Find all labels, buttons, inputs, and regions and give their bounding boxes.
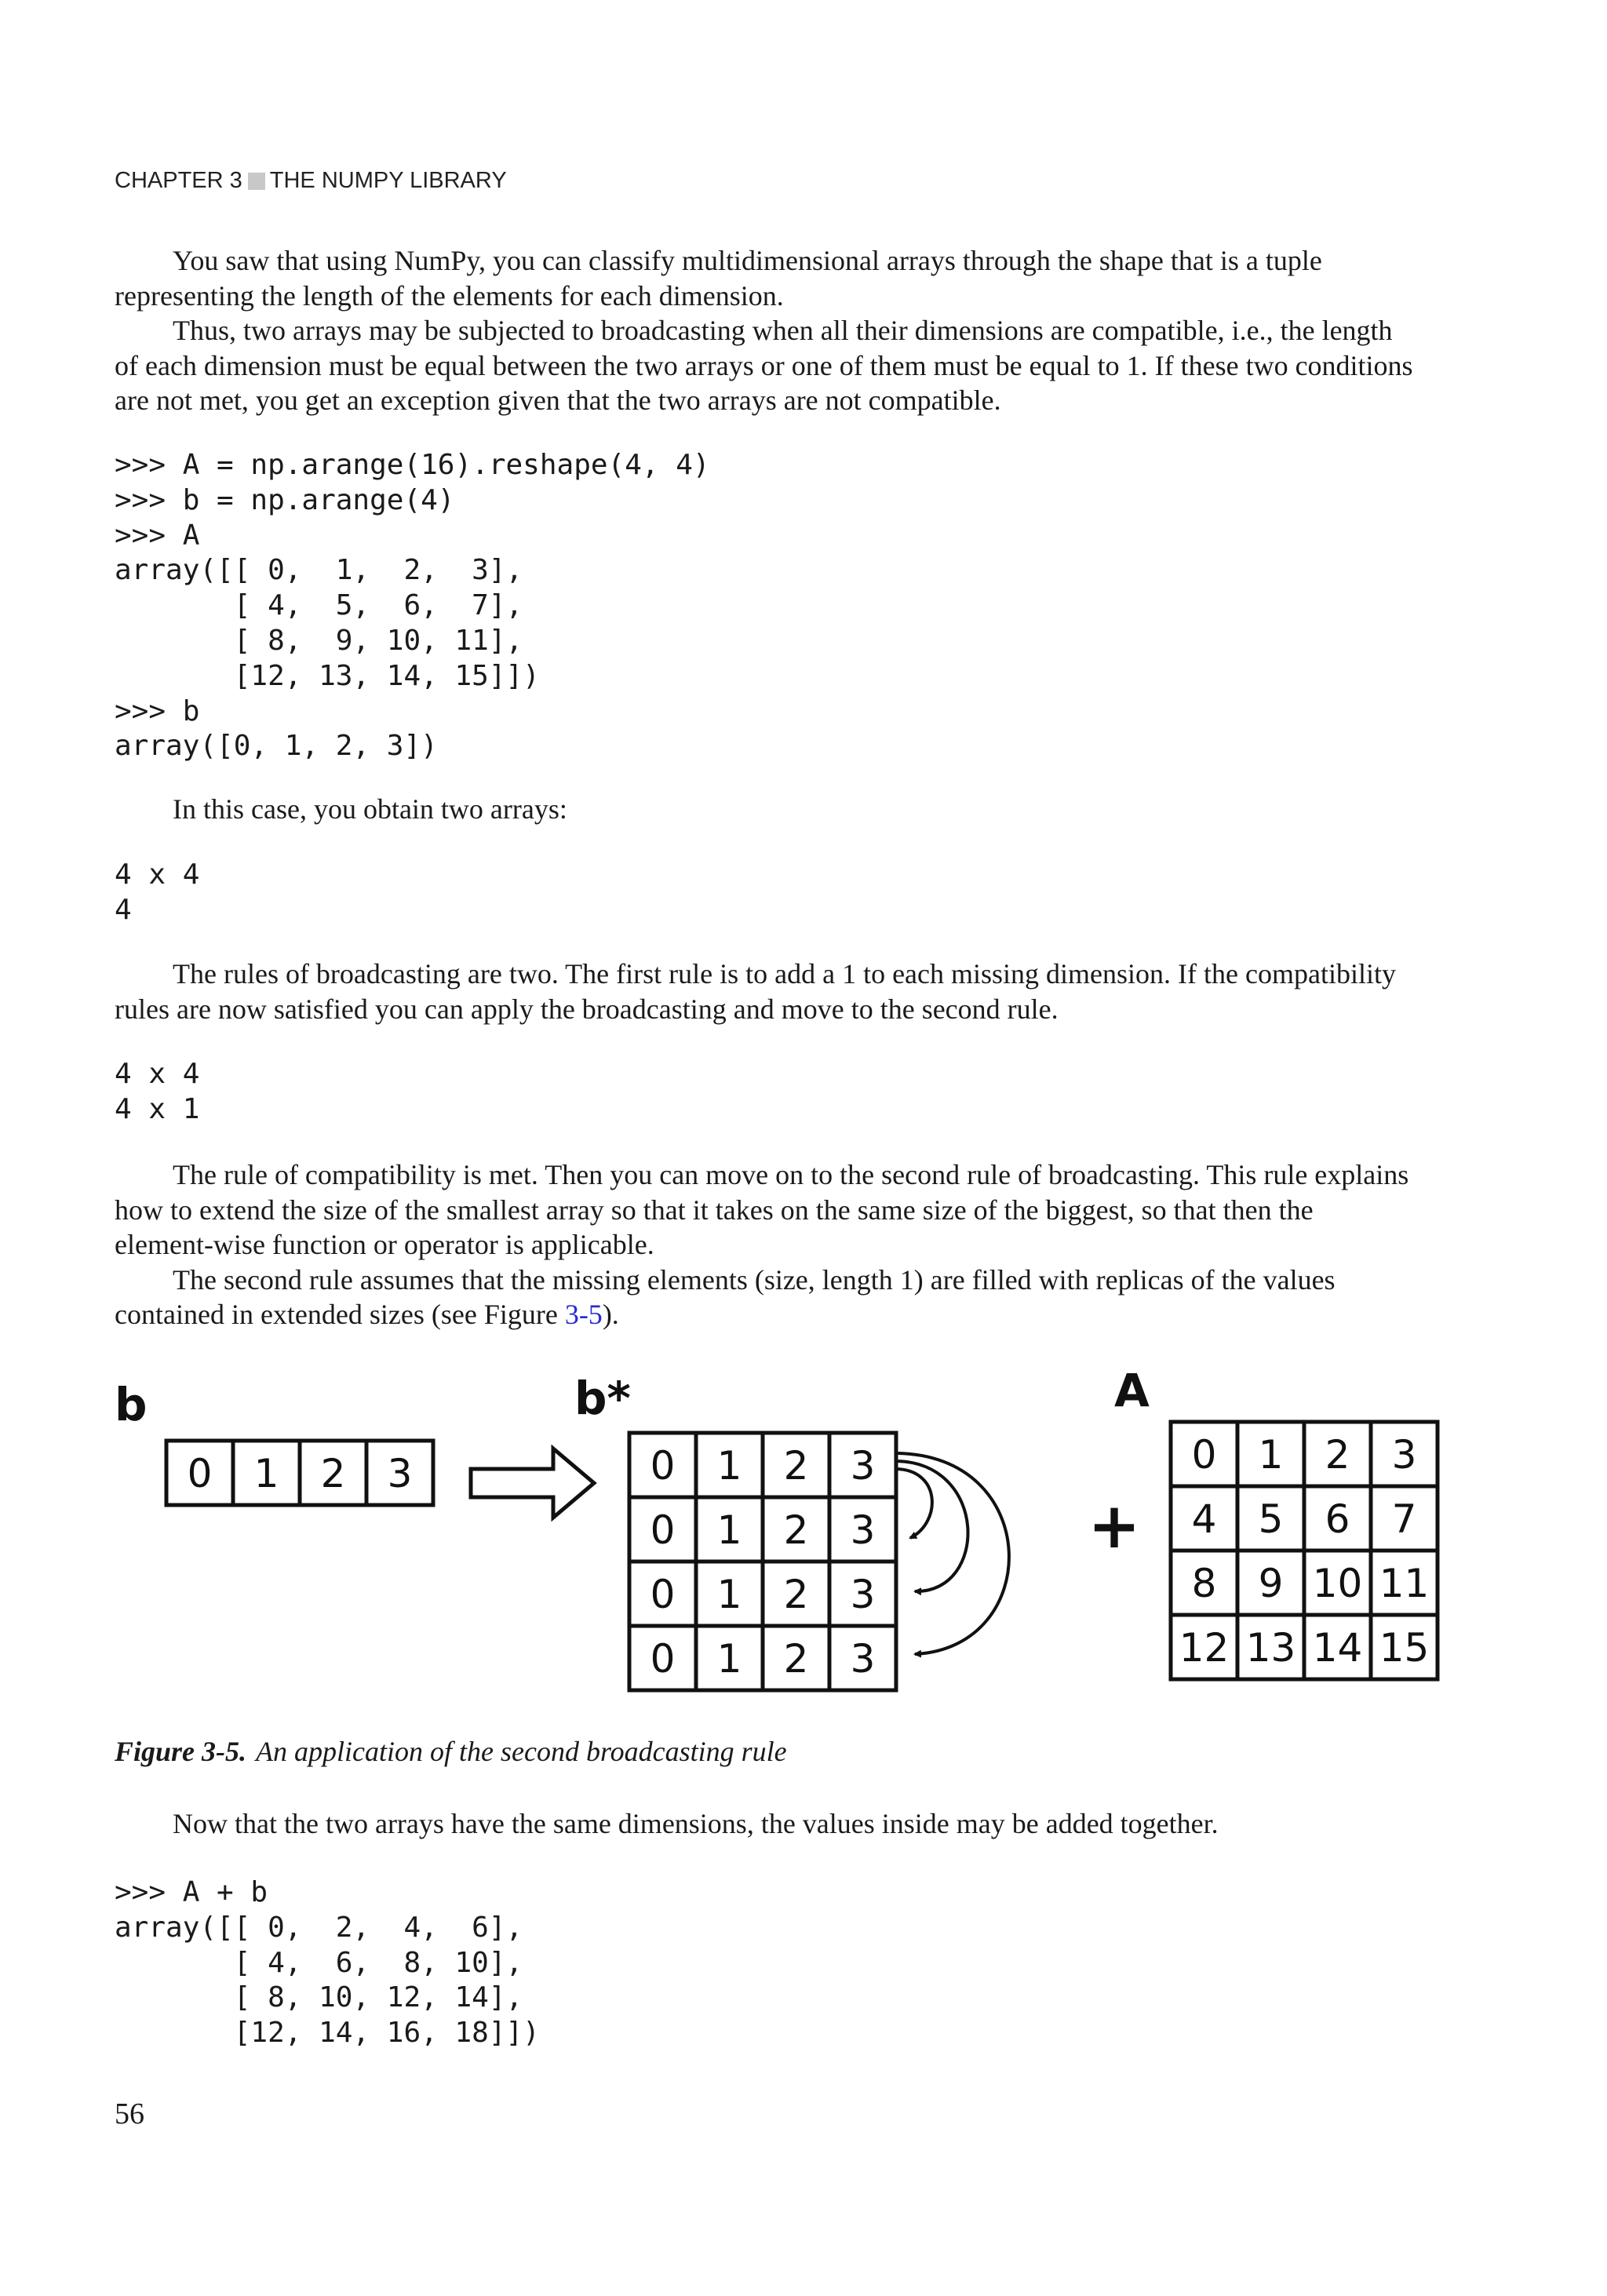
array-b-star-cell-value: 0 — [650, 1572, 676, 1617]
chapter-title: THE NUMPY LIBRARY — [269, 168, 507, 193]
array-b-star-cell-value: 0 — [650, 1443, 676, 1489]
text-two-arrays — [115, 792, 1417, 827]
array-b-star-grid — [629, 1433, 896, 1690]
page-number: 56 — [115, 2097, 144, 2130]
array-b-cell-value: 3 — [387, 1451, 413, 1496]
array-b-star-cell-value: 2 — [783, 1507, 809, 1553]
replicate-arrow-row2 — [895, 1469, 932, 1538]
array-A-cell-value: 3 — [1391, 1432, 1417, 1478]
caption-text: An application of the second broadcasting rule — [256, 1736, 787, 1767]
label-b: b — [115, 1378, 148, 1431]
code-block-shapes-extended: 4 x 4 4 x 1 — [115, 1058, 200, 1125]
array-b-star-cell-value: 2 — [783, 1636, 809, 1682]
replicate-arrow-row3 — [895, 1461, 968, 1591]
right-arrow-icon — [471, 1449, 594, 1518]
figure-caption — [115, 1735, 787, 1768]
array-A-cell-value: 7 — [1391, 1496, 1417, 1542]
chapter-number: CHAPTER 3 — [115, 168, 242, 193]
array-b-star-cell-value: 3 — [850, 1636, 876, 1682]
array-A-cell-value: 13 — [1245, 1625, 1296, 1671]
array-A-cell-value: 6 — [1325, 1496, 1350, 1542]
array-b-star-cell-value: 3 — [850, 1572, 876, 1617]
plus-sign: + — [1088, 1489, 1141, 1562]
paragraph-compatibility-met: The rule of compatibility is met. Then you can move on to the second rule of broadcasting. This rule explains how to extend the size of the smallest array so that it takes on the same size of the biggest, so that then the element-wise function or operator is applicable. — [115, 1159, 1409, 1260]
separator-square-icon — [248, 173, 265, 190]
array-b-star-cell-value: 1 — [716, 1636, 742, 1682]
array-b-star-cell-value: 2 — [783, 1572, 809, 1617]
paragraph-add: Now that the two arrays have the same dimensions, the values inside may be added together. — [173, 1808, 1219, 1839]
array-A-cell-value: 11 — [1379, 1561, 1430, 1606]
paragraph-first-rule: The rules of broadcasting are two. The first rule is to add a 1 to each missing dimension. If the compatibility rules are now satisfied you can apply the broadcasting and move to the second rule. — [115, 958, 1396, 1025]
array-b-star-cell-value: 1 — [716, 1443, 742, 1489]
replication-arrows — [895, 1453, 1009, 1654]
array-b-star-cell-value: 1 — [716, 1572, 742, 1617]
text-first-rule — [115, 957, 1417, 1026]
text-add-arrays — [115, 1806, 1417, 1842]
array-A-cell-value: 9 — [1258, 1561, 1284, 1606]
figure-reference-link[interactable]: 3-5 — [564, 1299, 603, 1330]
running-head — [115, 168, 507, 194]
text-second-rule — [115, 1157, 1417, 1332]
array-b-star-cell-value: 0 — [650, 1636, 676, 1682]
paragraph-two-arrays: In this case, you obtain two arrays: — [173, 793, 567, 825]
array-A-cell-value: 5 — [1258, 1496, 1284, 1542]
replicate-arrow-row4 — [895, 1453, 1009, 1654]
intro-text — [115, 243, 1417, 418]
array-A-cell-value: 0 — [1191, 1432, 1217, 1478]
code-block-sum: >>> A + b array([[ 0, 2, 4, 6], [ 4, 6, 8, 10], [ 8, 10, 12, 14], [12, 14, 16, 18]]) — [115, 1876, 540, 2050]
array-b-cell-value: 1 — [253, 1451, 279, 1496]
array-A-cell-value: 12 — [1179, 1625, 1230, 1671]
paragraph-shape: You saw that using NumPy, you can classify multidimensional arrays through the shape that is a tuple representing the length of the elements for each dimension. — [115, 245, 1322, 312]
label-A: A — [1114, 1365, 1150, 1417]
array-A-cell-value: 8 — [1191, 1561, 1217, 1606]
array-A-cell-value: 4 — [1191, 1496, 1217, 1542]
array-A-cell-value: 14 — [1312, 1625, 1363, 1671]
array-A-cell-value: 2 — [1325, 1432, 1350, 1478]
array-b-grid — [166, 1441, 433, 1505]
array-b-star-cell-value: 0 — [650, 1507, 676, 1553]
array-A-grid — [1171, 1422, 1438, 1679]
code-block-shapes: 4 x 4 4 — [115, 858, 200, 926]
array-A-cell-value: 10 — [1312, 1561, 1363, 1606]
label-b-star: b* — [574, 1372, 631, 1425]
figure-broadcasting — [102, 1365, 1452, 1711]
array-b-star-cell-value: 1 — [716, 1507, 742, 1553]
array-b-cell-value: 0 — [187, 1451, 213, 1496]
array-b-star-cell-value: 3 — [850, 1443, 876, 1489]
code-block-arrays: >>> A = np.arange(16).reshape(4, 4) >>> b = np.arange(4) >>> A array([[ 0, 1, 2, 3], [ 4, 5, 6, 7], [ 8, 9, 10, 11], [12, 13, 14, 15]]) >>> b array([0, 1, 2, 3]) — [115, 449, 710, 763]
broadcasting-diagram — [102, 1365, 1452, 1711]
array-b-cell-value: 2 — [320, 1451, 346, 1496]
array-A-cell-value: 15 — [1379, 1625, 1430, 1671]
paragraph-compatibility: Thus, two arrays may be subjected to broadcasting when all their dimensions are compatible, i.e., the length of each dimension must be equal between the two arrays or one of them must be equal to 1. If these two conditions are not met, you get an exception given that the two arrays are not compatible. — [115, 315, 1413, 416]
array-b-star-cell-value: 2 — [783, 1443, 809, 1489]
array-b-star-cell-value: 3 — [850, 1507, 876, 1553]
array-A-cell-value: 1 — [1258, 1432, 1284, 1478]
paragraph-second-rule: The second rule assumes that the missing elements (size, length 1) are filled with replicas of the values contained in extended sizes (see Figure 3-5). — [115, 1263, 1336, 1330]
caption-number: Figure 3-5. — [115, 1736, 247, 1767]
